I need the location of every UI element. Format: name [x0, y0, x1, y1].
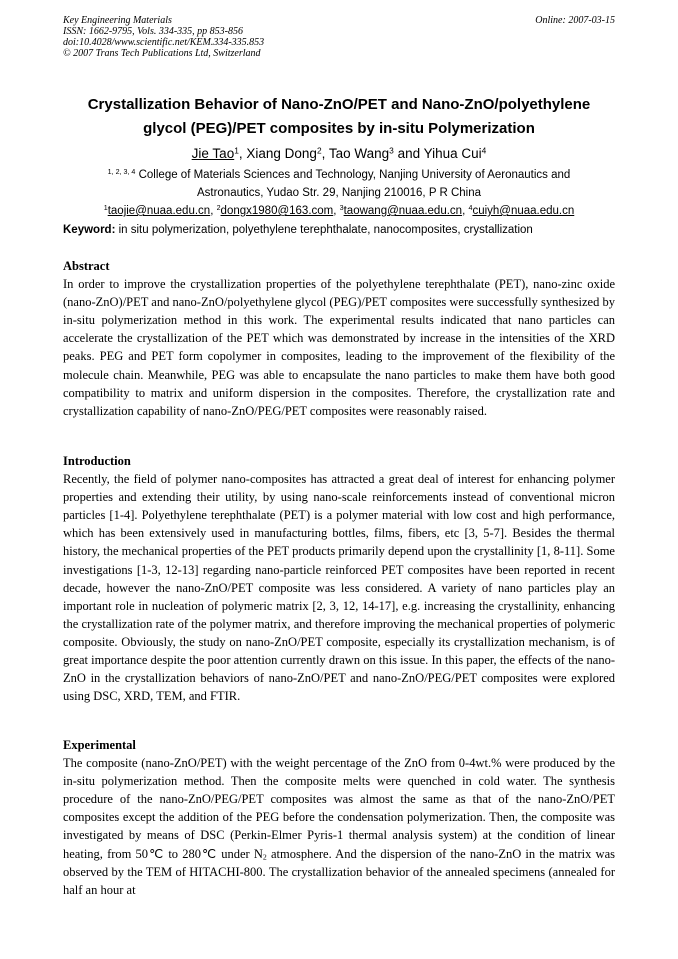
author-name: Yihua Cui	[423, 146, 482, 161]
author-name: Jie Tao	[191, 146, 235, 161]
author-list	[63, 145, 615, 163]
affiliation	[63, 166, 615, 202]
email-mark: 3	[339, 204, 344, 213]
email-mark: 4	[468, 204, 473, 213]
author-mark: 1	[234, 145, 239, 156]
email-mark: 2	[216, 204, 221, 213]
paper-title	[63, 93, 615, 141]
abstract-section	[63, 257, 615, 420]
online-date: Online: 2007-03-15	[535, 15, 615, 26]
affiliation-line-2: Astronautics, Yudao Str. 29, Nanjing 210016, P R China	[196, 187, 482, 199]
journal-issn: ISSN: 1662-9795, Vols. 334-335, pp 853-856	[63, 26, 243, 37]
email-list: $^1$taojie@nuaa.edu.cn, $^2$dongx1980@163.com, $^3$taowang@nuaa.edu.cn, $^4$cuiyh@nuaa.edu.cn	[103, 204, 575, 217]
author-separator: and	[393, 146, 424, 161]
experimental-section	[63, 736, 615, 899]
introduction-heading: Introduction	[63, 454, 131, 468]
title-line-1: Crystallization Behavior of Nano-ZnO/PET and Nano-ZnO/polyethylene	[87, 96, 591, 113]
experimental-text: The composite (nano-ZnO/PET) with the weight percentage of the ZnO from 0-4wt.% were produced by the in-situ polymerization method. Then the composite melts were quenched in cold water. The synthesis procedure of the nano-ZnO/PEG/PET composites was almost the same as that of the nano-ZnO/PET composites except the addition of the PEG before the condensation polymerization. Then, the composite was investigated by means of DSC (Perkin-Elmer Pyris-1 thermal analysis system) at the condition of linear heating, from 50℃ to 280℃ under $N_2$ atmosphere. And the dispersion of the nano-ZnO in the matrix was observed by the TEM of HITACHI-800. The crystallization behavior of the annealed specimens (annealed for half an hour at	[63, 756, 615, 897]
email-link[interactable]: cuiyh@nuaa.edu.cn	[472, 205, 575, 217]
email-mark: 1	[103, 204, 108, 213]
experimental-heading: Experimental	[63, 738, 136, 752]
affiliation-line-1: College of Materials Sciences and Technology, Nanjing University of Aeronautics and	[138, 169, 571, 181]
abstract-heading: Abstract	[63, 259, 110, 273]
keywords	[63, 221, 615, 239]
journal-name: Key Engineering Materials	[63, 15, 172, 26]
title-line-2: glycol (PEG)/PET composites by in-situ Polymerization	[143, 120, 535, 137]
abstract-text: In order to improve the crystallization properties of the polyethylene terephthalate (PET), nano-zinc oxide (nano-ZnO)/PET and nano-ZnO/polyethylene glycol (PEG)/PET composites were successfully synthesized by in-situ polymerization method in this work. The experimental results indicated that nano particles can accelerate the crystallization of the PET which was demonstrated by increase in the intensities of the XRD peaks. PEG and PET form copolymer in composites, leading to the improvement of the flexibility of the molecule chain. Meanwhile, PEG was able to encapsulate the nano particles to make them have both good compatibility to matrix and uniform dispersion in the composites. Therefore, the crystallization rate and crystallization capability of nano-ZnO/PEG/PET composites were reasonably raised.	[63, 277, 615, 418]
subscript-2: 2	[262, 852, 267, 862]
author-mark: 4	[481, 145, 487, 156]
author-name: Tao Wang	[328, 146, 390, 161]
introduction-section	[63, 452, 615, 705]
author-name: Xiang Dong	[246, 146, 317, 161]
journal-header	[63, 15, 615, 59]
journal-copyright: © 2007 Trans Tech Publications Ltd, Switzerland	[63, 48, 261, 59]
affiliation-marks: 1, 2, 3, 4	[107, 168, 136, 177]
keywords-label: Keyword:	[63, 224, 116, 236]
email-link[interactable]: taojie@nuaa.edu.cn	[107, 205, 211, 217]
introduction-text: Recently, the field of polymer nano-composites has attracted a great deal of interest for enhancing polymer properties and extending their utility, by using nano-scale reinforcements instead of conventional micron particles [1-4]. Polyethylene terephthalate (PET) is a polymer material with low cost and high performance, which has been extensively used in manufacturing bottles, films, fibers, etc [3, 5-7]. Besides the thermal history, the mechanical properties of the PET products primarily depend upon the crystallinity [1, 8-11]. Some investigations [1-3, 12-13] regarding nano-particle reinforced PET composites have been reported in recent decade, however the nano-ZnO/PET composite was less considered. A variety of nano particles play an important role in nucleation of polymeric matrix [2, 3, 12, 14-17], e.g. increasing the crystallinity, enhancing the crystallization rate of the polymer matrix, and therefore improving the mechanical properties of polymeric composite. Obviously, the study on nano-ZnO/PET composite, especially its crystallization mechanism, is of great importance despite the poor attention currently drawn on this issue. In this paper, the effects of the nano-ZnO in the crystallization behaviors of nano-ZnO/PET and nano-ZnO/PEG/PET composites were explored using DSC, XRD, TEM, and FTIR.	[63, 472, 615, 704]
author-separator: ,	[238, 146, 247, 161]
author-mark: 3	[389, 145, 394, 156]
journal-doi: doi:10.4028/www.scientific.net/KEM.334-335.853	[63, 37, 265, 48]
author-mark: 2	[316, 145, 322, 156]
author-separator: ,	[321, 146, 329, 161]
keywords-text: in situ polymerization, polyethylene terephthalate, nanocomposites, crystallization	[115, 224, 533, 236]
email-link[interactable]: taowang@nuaa.edu.cn	[343, 205, 463, 217]
email-link[interactable]: dongx1980@163.com	[220, 205, 334, 217]
